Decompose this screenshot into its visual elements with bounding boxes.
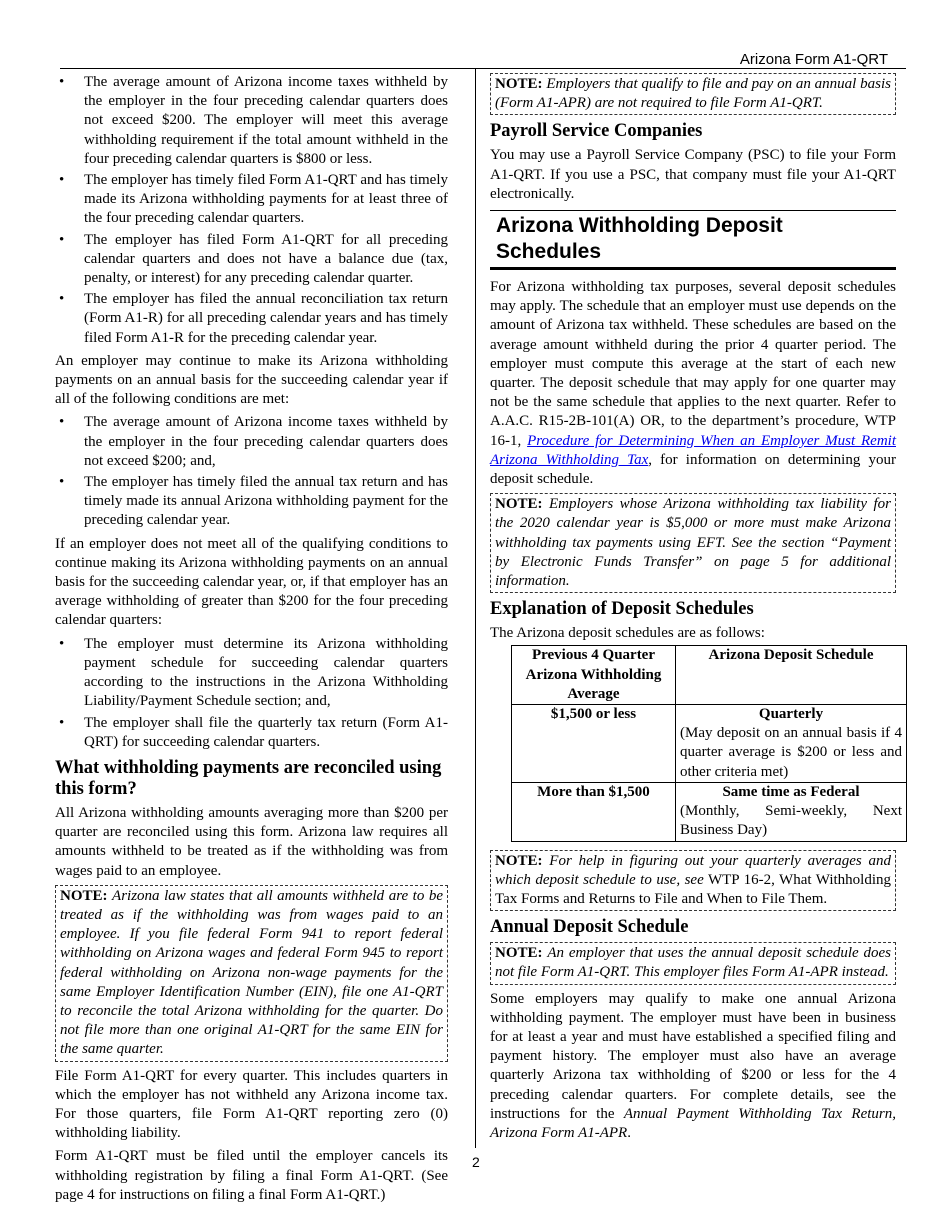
main-section-heading: Arizona Withholding Deposit Schedules [490,210,896,270]
note-text: Employers whose Arizona withholding tax liability for the 2020 calendar year is $5,000 or more must make Arizona withholding tax payments using EFT. See the section “Payment by Electronic Funds Transfer” on page 5 for additional information. [495,496,892,590]
text: . [627,1124,631,1141]
list-item: • The employer must determine its Arizona withholding payment schedule for succeeding calendar quarters according to the instructions in the Arizona Withholding Liability/Payment Schedule section; and, [55,635,448,712]
note-text: Arizona law states that all amounts withheld are to be treated as if the withholding was from wages paid to an employee. If you file federal Form 941 to report federal withholding on Arizona wages and federal Form 945 to report federal withholding on Arizona non-wage payments for the same Employer Identification Number (EIN), file one A1-QRT to reconcile the total Arizona withholding for the quarter. Do not file more than one original A1-QRT for the same EIN for the same quarter. [60,887,444,1058]
paragraph: You may use a Payroll Service Company (PSC) to file your Form A1-QRT. If you use a PSC, that company must file your A1-QRT electronically. [490,147,896,202]
form-title: Arizona Form A1-QRT [739,51,888,68]
note-box [490,493,896,593]
deposit-schedule-table [511,645,907,841]
non-qualify-list [55,635,448,752]
text: Some employers may qualify to make one annual Arizona withholding payment. The employer must have been in business for at least a year and must have established a specified filing and payment history. The employer must also have an average quarterly Arizona tax withholding of $200 or less for the 4 preceding calendar quarters. For complete details, see the instructions for the [490,990,896,1122]
continue-conditions-list [55,413,448,530]
paragraph [490,278,896,489]
list-item: • The employer has timely filed the annual tax return and has timely made its annual Arizona withholding payment for the preceding calendar year. [55,473,448,531]
paragraph: If an employer does not meet all of the qualifying conditions to continue making its Arizona withholding payments on an annual basis for the succeeding calendar year, or, if that employer has an average withholding of greater than $200 for the four preceding calendar quarters: [55,535,448,629]
text: For Arizona withholding tax purposes, several deposit schedules may apply. The schedule that an employer must use depends on the amount of Arizona tax withheld. These schedules are based on the average amount withheld during the prior 4 quarter period. The employer must compute this average at the start of each new quarter. The deposit schedule that may apply for one quarter may not be the same schedule that applies to the next quarter. Refer to A.A.C. R15-2B-101(A) OR, to the department’s procedure, WTP 16-1, [490,279,896,449]
form-reference: Annual Payment Withholding Tax Return, Arizona Form A1-APR [490,1105,896,1141]
schedule-detail: (May deposit on an annual basis if 4 quarter average is $200 or less and other criteria met) [680,725,902,780]
paragraph: An employer may continue to make its Arizona withholding payments on an annual basis for the succeeding calendar year if all of the following conditions are met: [55,352,448,408]
note-text: An employer that uses the annual deposit schedule does not file Form A1-QRT. This employer files Form A1-APR instead. [495,945,892,981]
paragraph: All Arizona withholding amounts averaging more than $200 per quarter are reconciled using this form. Arizona law requires all amounts withheld to be treated as if the withholding was from wages paid to an employee. [55,804,448,879]
right-column [490,73,902,1147]
note-label: NOTE: [495,852,543,869]
section-heading: Explanation of Deposit Schedules [490,599,754,620]
column-divider [475,68,476,1148]
list-item: • The employer has filed the annual reconciliation tax return (Form A1-R) for all preceding calendar years and has timely filed Form A1-R for the preceding calendar year. [55,290,448,348]
note-label: NOTE: [60,887,108,904]
schedule-cell: Same time as Federal [722,783,860,800]
list-item: • The average amount of Arizona income taxes withheld by the employer in the four preceding calendar quarters does not exceed $200; and, [55,413,448,471]
note-text: Employers that qualify to file and pay on an annual basis (Form A1-APR) are not required to file Form A1-QRT. [495,76,891,112]
note-label: NOTE: [495,76,543,92]
column-header: Previous 4 Quarter Arizona Withholding Average [525,647,662,702]
paragraph: Form A1-QRT must be filed until the employer cancels its withholding registration by filing a final Form A1-QRT. (See page 4 for instructions on filing a final Form A1-QRT.) [55,1148,448,1203]
amount-cell: $1,500 or less [550,706,637,723]
section-heading: Annual Deposit Schedule [490,917,689,938]
paragraph [490,990,896,1144]
schedule-cell: Quarterly [758,706,824,723]
note-box [490,942,896,984]
note-label: NOTE: [495,945,543,962]
column-header: Arizona Deposit Schedule [708,647,874,664]
note-box [55,885,448,1062]
annual-qualification-list [55,73,448,348]
table-row [512,705,907,783]
list-item: • The average amount of Arizona income taxes withheld by the employer in the four preceding calendar quarters does not exceed $200. The employer will meet this average withholding requirement if the total amount withheld in the four preceding calendar quarters is $800 or less. [55,73,448,169]
paragraph: The Arizona deposit schedules are as follows: [490,625,765,642]
list-item: • The employer has filed Form A1-QRT for all preceding calendar quarters and does not have a balance due (tax, penalty, or interest) for any preceding calendar quarter. [55,231,448,289]
left-column [55,73,448,1209]
note-text: For help in figuring out your quarterly averages and which deposit schedule to use, see [495,852,892,888]
page-header [60,52,906,69]
procedure-link[interactable]: Procedure for Determining When an Employer Must Remit Arizona Withholding Tax [490,432,896,468]
paragraph: File Form A1-QRT for every quarter. This includes quarters in which the employer has not withheld any Arizona income tax. For those quarters, file Form A1-QRT reporting zero (0) withholding liability. [55,1067,448,1142]
page-number: 2 [472,1154,480,1170]
schedule-detail: (Monthly, Semi-weekly, Next Business Day) [680,803,902,839]
text: , for information on determining your deposit schedule. [490,451,896,488]
table-row [512,782,907,841]
list-item: • The employer shall file the quarterly tax return (Form A1-QRT) for succeeding calendar quarters. [55,714,448,752]
note-text: WTP 16-2, What Withholding Tax Forms and Returns to File and When to File Them. [495,871,891,907]
section-heading: Payroll Service Companies [490,121,703,142]
note-label: NOTE: [495,496,543,513]
note-box [490,850,896,912]
section-heading: What withholding payments are reconciled using this form? [55,757,442,799]
table-header-row [512,646,907,705]
list-item: • The employer has timely filed Form A1-QRT and has timely made its Arizona withholding payments for at least three of the four preceding calendar quarters. [55,171,448,229]
note-box [490,73,896,115]
amount-cell: More than $1,500 [537,783,650,800]
